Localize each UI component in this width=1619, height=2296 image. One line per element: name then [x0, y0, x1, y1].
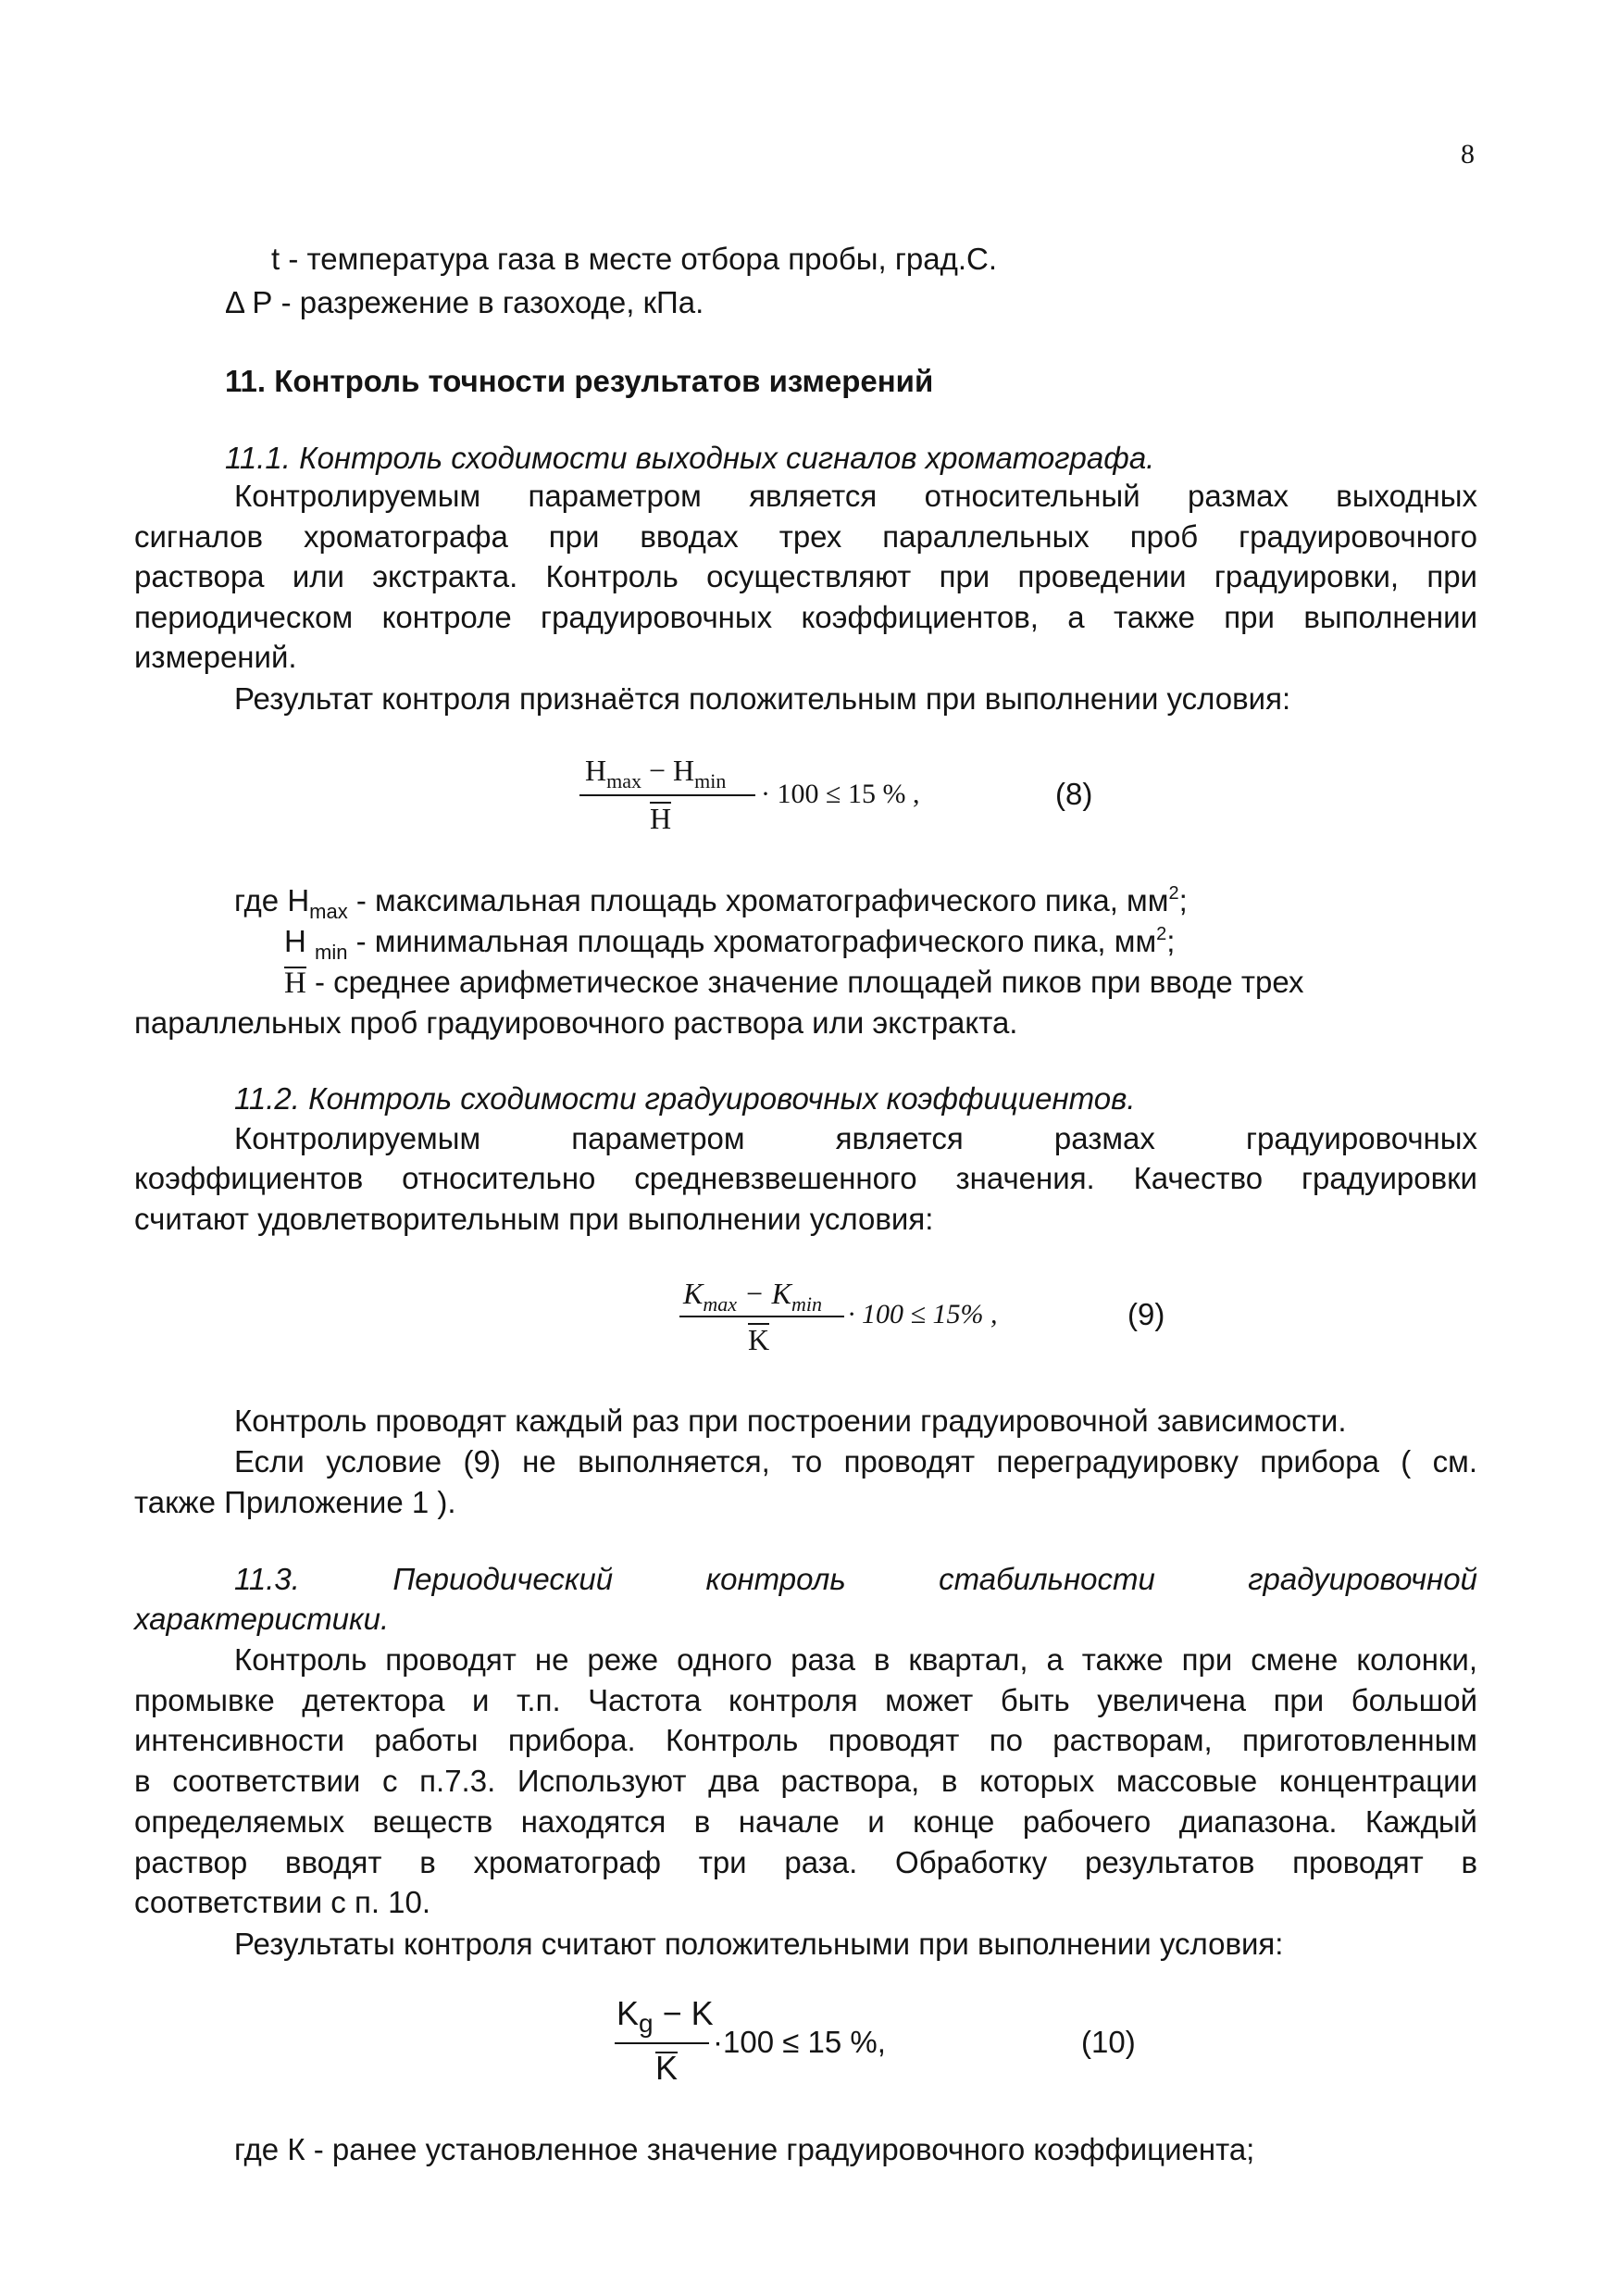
paragraph-line: периодическом контроле градуировочных коэффициентов, а также при выполнении	[134, 600, 1477, 634]
paragraph-line: сигналов хроматографа при вводах трех параллельных проб градуировочного	[134, 519, 1477, 554]
paragraph-line: Контроль проводят каждый раз при построении градуировочной зависимости.	[234, 1404, 1347, 1438]
page-number: 8	[1461, 139, 1475, 169]
paragraph-line: в соответствии с п.7.3. Используют два раствора, в которых массовые концентрации	[134, 1764, 1477, 1798]
paragraph-line: Контролируемым параметром является размах градуировочных	[234, 1121, 1477, 1155]
paragraph-line: Контролируемым параметром является относительный размах выходных	[234, 479, 1477, 513]
paragraph-line: где К - ранее установленное значение градуировочного коэффициента;	[234, 2132, 1255, 2166]
formula-10-denominator: K	[655, 2049, 679, 2087]
formula-10-number: (10)	[1081, 2025, 1136, 2059]
paragraph-line: параллельных проб градуировочного раствора или экстракта.	[134, 1005, 1018, 1040]
fraction-bar	[615, 2042, 709, 2044]
paragraph-line: также Приложение 1 ).	[134, 1485, 456, 1519]
subsection-11-3-title: 11.3. Периодический контроль стабильности градуировочной	[234, 1562, 1477, 1596]
formula-9-multiplier: · 100 ≤ 15% ,	[848, 1299, 998, 1329]
fraction-bar	[679, 1316, 844, 1317]
where-hmax: где $H_{max}$ - максимальная площадь хроматографического пика, $мм^2$;	[234, 883, 1188, 923]
formula-10-numerator: $K_g - K$	[616, 1994, 714, 2038]
subsection-11-3-title-cont: характеристики.	[134, 1602, 390, 1636]
paragraph-line: считают удовлетворительным при выполнении условия:	[134, 1202, 934, 1236]
paragraph-line: определяемых веществ находятся в начале и конце рабочего диапазона. Каждый	[134, 1804, 1477, 1839]
paragraph-line: Результат контроля признаётся положительным при выполнении условия:	[234, 681, 1291, 716]
where-hmin: Н $_{min}$ - минимальная площадь хроматографического пика, $мм^2$;	[284, 924, 1176, 964]
formula-9-numerator: $K_{max} - K_{min}$	[683, 1277, 822, 1316]
paragraph-line: промывке детектора и т.п. Частота контроля может быть увеличена при большой	[134, 1683, 1477, 1717]
paragraph-line: Контроль проводят не реже одного раза в квартал, а также при смене колонки,	[234, 1642, 1477, 1677]
formula-8-multiplier: · 100 ≤ 15 % ,	[761, 779, 920, 809]
paragraph-line: Если условие (9) не выполняется, то проводят переградуировку прибора ( см.	[234, 1444, 1477, 1479]
formula-9-denominator: K	[748, 1323, 770, 1356]
section-11-heading: 11. Контроль точности результатов измерений	[225, 364, 934, 398]
intro-line-pressure: Δ Р - разрежение в газоходе, кПа.	[225, 285, 704, 319]
where-havg: H - среднее арифметическое значение площадей пиков при вводе трех	[284, 965, 1304, 1000]
paragraph-line: коэффициентов относительно средневзвешенного значения. Качество градуировки	[134, 1161, 1477, 1195]
paragraph-line: интенсивности работы прибора. Контроль проводят по растворам, приготовленным	[134, 1723, 1477, 1757]
subsection-11-2-title: 11.2. Контроль сходимости градуировочных коэффициентов.	[234, 1081, 1136, 1116]
paragraph-line: раствор вводят в хроматограф три раза. Обработку результатов проводят в	[134, 1845, 1477, 1879]
paragraph-line: Результаты контроля считают положительными при выполнении условия:	[234, 1927, 1284, 1961]
formula-8-denominator: H	[650, 802, 672, 835]
formula-8-number: (8)	[1055, 777, 1093, 811]
intro-line-temperature: t - температура газа в месте отбора пробы, град.С.	[271, 242, 997, 276]
fraction-bar	[579, 794, 755, 796]
formula-9-number: (9)	[1127, 1297, 1165, 1331]
subsection-11-1-title: 11.1. Контроль сходимости выходных сигналов хроматографа.	[225, 441, 1155, 475]
formula-10-multiplier: ·100 ≤ 15 %,	[713, 2025, 886, 2059]
paragraph-line: раствора или экстракта. Контроль осуществляют при проведении градуировки, при	[134, 559, 1477, 593]
paragraph-line: измерений.	[134, 640, 297, 674]
formula-8-numerator: $H_{max} - H_{min}$	[585, 754, 727, 792]
paragraph-line: соответствии с п. 10.	[134, 1885, 431, 1919]
